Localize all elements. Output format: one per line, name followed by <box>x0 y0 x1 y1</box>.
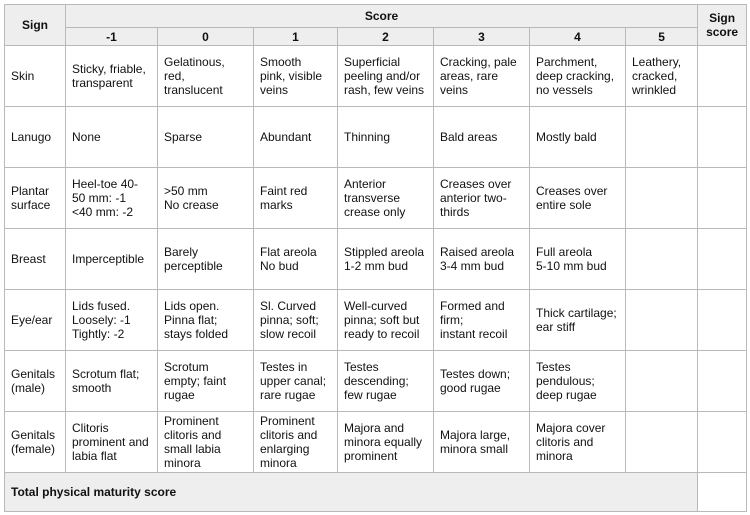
table-row <box>5 290 747 351</box>
score-col-5: 5 <box>626 28 698 46</box>
table-cell: Sticky, friable, transparent <box>66 46 158 107</box>
table-cell: Parchment, deep cracking, no vessels <box>530 46 626 107</box>
row-sign-eye-ear: Eye/ear <box>5 290 66 351</box>
table-cell: >50 mm No crease <box>158 168 254 229</box>
table-cell: Mostly bald <box>530 107 626 168</box>
table-cell: None <box>66 107 158 168</box>
table-cell: Well-curved pinna; soft but ready to recoil <box>338 290 434 351</box>
score-col-minus1: -1 <box>66 28 158 46</box>
sign-score-cell[interactable] <box>698 46 747 107</box>
table-cell: Creases over anterior two- thirds <box>434 168 530 229</box>
row-sign-breast: Breast <box>5 229 66 290</box>
sign-header: Sign <box>5 5 66 46</box>
table-cell: Testes in upper canal; rare rugae <box>254 351 338 412</box>
table-cell: Scrotum flat; smooth <box>66 351 158 412</box>
table-row <box>5 229 747 290</box>
table-cell <box>626 290 698 351</box>
table-cell: Lids open. Pinna flat; stays folded <box>158 290 254 351</box>
table-cell: Bald areas <box>434 107 530 168</box>
table-cell: Clitoris prominent and labia flat <box>66 412 158 473</box>
table-row <box>5 412 747 473</box>
table-cell <box>626 351 698 412</box>
table-cell: Thick cartilage; ear stiff <box>530 290 626 351</box>
sign-score-cell[interactable] <box>698 290 747 351</box>
table-cell: Barely perceptible <box>158 229 254 290</box>
table-cell: Lids fused. Loosely: -1 Tightly: -2 <box>66 290 158 351</box>
row-sign-genitals-female: Genitals (female) <box>5 412 66 473</box>
table-cell: Cracking, pale areas, rare veins <box>434 46 530 107</box>
table-cell: Superficial peeling and/or rash, few veins <box>338 46 434 107</box>
table-cell: Raised areola 3-4 mm bud <box>434 229 530 290</box>
score-col-1: 1 <box>254 28 338 46</box>
table-cell: Prominent clitoris and enlarging minora <box>254 412 338 473</box>
sign-score-cell[interactable] <box>698 229 747 290</box>
table-cell: Sl. Curved pinna; soft; slow recoil <box>254 290 338 351</box>
score-col-2: 2 <box>338 28 434 46</box>
table-cell: Flat areola No bud <box>254 229 338 290</box>
table-cell: Stippled areola 1-2 mm bud <box>338 229 434 290</box>
score-header: Score <box>66 5 698 28</box>
table-cell: Thinning <box>338 107 434 168</box>
table-cell: Anterior transverse crease only <box>338 168 434 229</box>
table-cell: Formed and firm; instant recoil <box>434 290 530 351</box>
table-cell: Gelatinous, red, translucent <box>158 46 254 107</box>
row-sign-lanugo: Lanugo <box>5 107 66 168</box>
table-row <box>5 168 747 229</box>
table-cell <box>626 107 698 168</box>
total-maturity-score-cell[interactable] <box>698 473 747 512</box>
table-cell: Majora cover clitoris and minora <box>530 412 626 473</box>
table-cell: Abundant <box>254 107 338 168</box>
table-cell: Imperceptible <box>66 229 158 290</box>
table-cell: Heel-toe 40- 50 mm: -1 <40 mm: -2 <box>66 168 158 229</box>
physical-maturity-table <box>4 4 747 512</box>
score-col-0: 0 <box>158 28 254 46</box>
row-sign-plantar-surface: Plantar surface <box>5 168 66 229</box>
table-cell: Majora and minora equally prominent <box>338 412 434 473</box>
sign-score-header: Sign score <box>698 5 747 46</box>
table-row <box>5 351 747 412</box>
sign-score-cell[interactable] <box>698 107 747 168</box>
score-col-4: 4 <box>530 28 626 46</box>
total-row <box>5 473 747 512</box>
table-cell: Scrotum empty; faint rugae <box>158 351 254 412</box>
table-row <box>5 46 747 107</box>
row-sign-genitals-male: Genitals (male) <box>5 351 66 412</box>
table-cell: Prominent clitoris and small labia minora <box>158 412 254 473</box>
table-cell: Testes pendulous; deep rugae <box>530 351 626 412</box>
sign-score-cell[interactable] <box>698 351 747 412</box>
table-cell: Faint red marks <box>254 168 338 229</box>
score-col-3: 3 <box>434 28 530 46</box>
table-cell: Leathery, cracked, wrinkled <box>626 46 698 107</box>
sign-score-cell[interactable] <box>698 168 747 229</box>
total-maturity-label: Total physical maturity score <box>5 473 698 512</box>
table-cell: Full areola 5-10 mm bud <box>530 229 626 290</box>
table-cell: Creases over entire sole <box>530 168 626 229</box>
row-sign-skin: Skin <box>5 46 66 107</box>
table-cell <box>626 168 698 229</box>
table-cell <box>626 412 698 473</box>
table-cell: Sparse <box>158 107 254 168</box>
table-cell: Smooth pink, visible veins <box>254 46 338 107</box>
table-cell: Majora large, minora small <box>434 412 530 473</box>
table-cell: Testes descending; few rugae <box>338 351 434 412</box>
table-cell <box>626 229 698 290</box>
sign-score-cell[interactable] <box>698 412 747 473</box>
table-cell: Testes down; good rugae <box>434 351 530 412</box>
table-row <box>5 107 747 168</box>
